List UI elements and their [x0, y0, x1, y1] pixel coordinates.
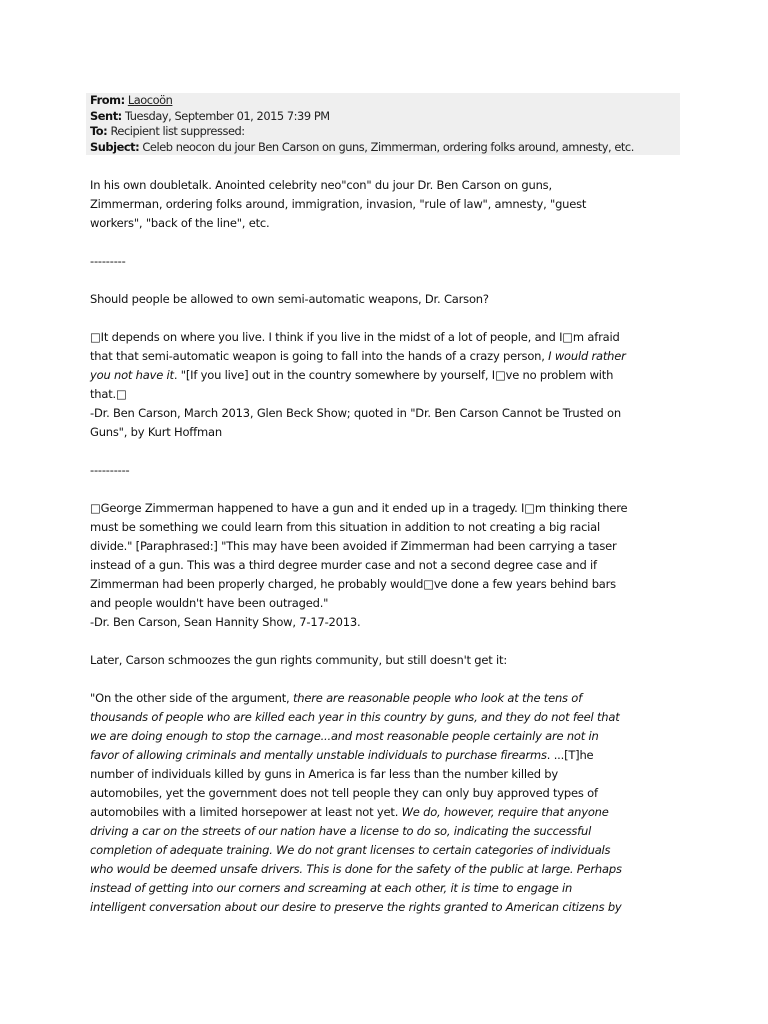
quote-line: □George Zimmerman happened to have a gun and it ended up in a tragedy. I□m thinking there	[90, 501, 628, 515]
attribution-line: -Dr. Ben Carson, March 2013, Glen Beck Show; quoted in "Dr. Ben Carson Cannot be Trusted on	[90, 406, 621, 420]
separator: ----------	[90, 463, 130, 477]
quote-italic-text: who would be deemed unsafe drivers	[90, 862, 300, 876]
subject-line	[90, 140, 680, 156]
quote-italic-text: ...and most reasonable people certainly are not in	[320, 729, 599, 743]
quote-line	[90, 746, 690, 765]
quote-line: driving a car on the streets of our nation have a license to do so, indicating the successful	[90, 824, 592, 838]
quote-line: must be something we could learn from this situation in addition to not creating a big racial	[90, 520, 601, 534]
quote-line	[90, 347, 690, 366]
quote-line	[90, 860, 690, 879]
quote-line	[90, 879, 690, 898]
intro-line: Zimmerman, ordering folks around, immigration, invasion, "rule of law", amnesty, "guest	[90, 197, 587, 211]
sent-label: Sent:	[90, 108, 122, 123]
attribution-line: Guns", by Kurt Hoffman	[90, 425, 222, 439]
sent-line	[90, 109, 680, 125]
to-line	[90, 124, 680, 140]
quote-line	[90, 841, 690, 860]
from-sender-link[interactable]: Laocoön	[127, 93, 173, 107]
quote-text: "On the other side of the argument,	[90, 691, 293, 705]
from-label: From:	[90, 93, 125, 107]
separator: ---------	[90, 254, 126, 268]
quote-line: Zimmerman had been properly charged, he probably would□ve done a few years behind bars	[90, 577, 616, 591]
quote-italic-text: instead of getting into our corners and screaming at each other	[90, 881, 444, 895]
quote-italic-text: there are reasonable people who look at the tens of	[292, 691, 582, 705]
quote-line	[90, 803, 690, 822]
quote-italic-text: about our desire to preserve the rights granted to American citizens by	[221, 900, 622, 914]
quote-line: instead of a gun. This was a third degree murder case and not a second degree case and if	[90, 558, 597, 572]
subject-label: Subject:	[90, 139, 140, 154]
quote-line: number of individuals killed by guns in America is far less than the number killed by	[90, 767, 558, 781]
quote-italic-text: I would rather	[548, 349, 626, 363]
quote-italic-text: Perhaps	[576, 862, 622, 876]
quote-text: automobiles with a limited horsepower at least not yet.	[90, 805, 402, 819]
to-value: Recipient list suppressed:	[110, 124, 245, 138]
subject-value: Celeb neocon du jour Ben Carson on guns, Zimmerman, ordering folks around, amnesty, etc.	[142, 139, 634, 154]
quote-line	[90, 898, 690, 917]
quote-italic-text: . This is done for the safety of the public at large.	[299, 862, 577, 876]
from-line	[90, 93, 680, 109]
quote-line	[90, 366, 690, 385]
question-paragraph: Should people be allowed to own semi-automatic weapons, Dr. Carson?	[90, 292, 489, 306]
quote-line: and people wouldn't have been outraged."	[90, 596, 329, 610]
quote-1-paragraph	[90, 328, 690, 442]
quote-2-paragraph	[90, 499, 690, 632]
intro-paragraph	[90, 176, 690, 233]
quote-italic-text: intelligent conversation	[90, 900, 222, 914]
sent-value: Tuesday, September 01, 2015 7:39 PM	[124, 108, 330, 123]
email-header	[86, 93, 680, 155]
quote-line: thousands of people who are killed each year in this country by guns, and they do not feel that	[90, 710, 620, 724]
quote-3-paragraph	[90, 689, 690, 917]
quote-line	[90, 727, 690, 746]
quote-text: . "[If you live] out in the country somewhere by yourself, I□ve no problem with	[173, 368, 614, 382]
quote-line: automobiles, yet the government does not tell people they can only buy approved types of	[90, 786, 598, 800]
quote-text: that that semi-automatic weapon is going to fall into the hands of a crazy person,	[90, 349, 549, 363]
intro-line: workers", "back of the line", etc.	[90, 216, 270, 230]
quote-italic-text: favor of allowing criminals and mentally unstable individuals to purchase firearms	[90, 748, 547, 762]
to-label: To:	[90, 124, 108, 138]
quote-line: □It depends on where you live. I think if you live in the midst of a lot of people, and I□m afraid	[90, 330, 620, 344]
quote-italic-text: We do, however, require that anyone	[401, 805, 609, 819]
quote-line: divide." [Paraphrased:] "This may have been avoided if Zimmerman had been carrying a taser	[90, 539, 617, 553]
quote-italic-text: . We do not grant licenses to certain categories of individuals	[269, 843, 611, 857]
intro-line: In his own doubletalk. Anointed celebrity neo"con" du jour Dr. Ben Carson on guns,	[90, 178, 552, 192]
quote-text: . ...[T]he	[546, 748, 594, 762]
later-paragraph: Later, Carson schmoozes the gun rights community, but still doesn't get it:	[90, 653, 508, 667]
quote-italic-text: we are doing enough to stop the carnage	[90, 729, 321, 743]
quote-line	[90, 689, 690, 708]
email-body	[90, 176, 690, 936]
quote-italic-text: , it is time to engage in	[443, 881, 573, 895]
quote-line: that.□	[90, 387, 127, 401]
quote-italic-text: completion of adequate training	[90, 843, 270, 857]
quote-italic-text: you not have it	[90, 368, 174, 382]
attribution-line: -Dr. Ben Carson, Sean Hannity Show, 7-17-2013.	[90, 615, 361, 629]
